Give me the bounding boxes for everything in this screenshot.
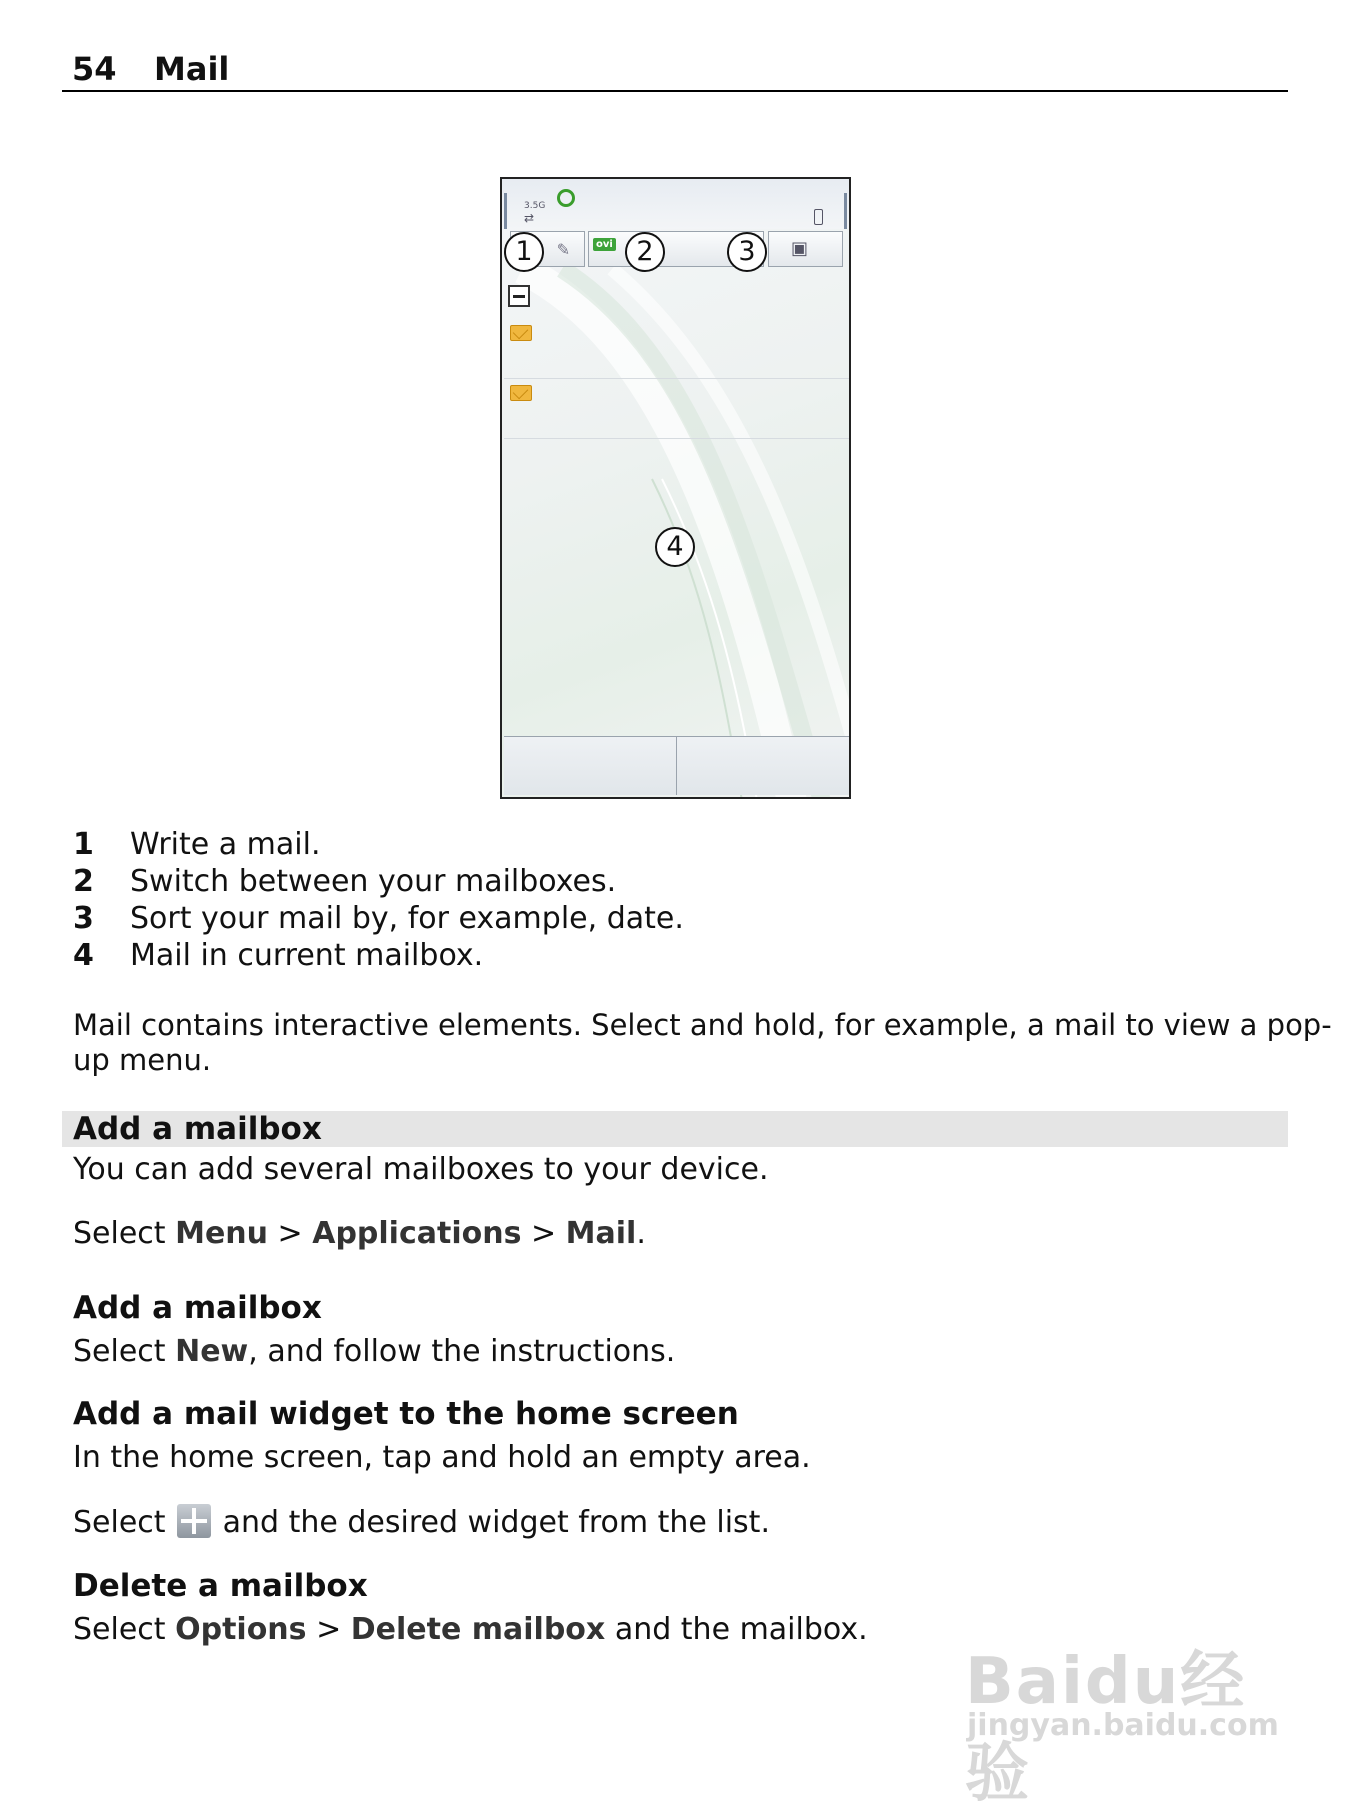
- navigation-path: [73, 1216, 646, 1251]
- instruction-suffix: and the desired widget from the list.: [213, 1505, 770, 1540]
- page-header: [62, 44, 1288, 92]
- baidu-watermark: [955, 1600, 1285, 1811]
- legend-number: 4: [73, 938, 94, 973]
- network-indicator: 3.5G: [524, 201, 546, 211]
- data-transfer-icon: ⇄: [524, 211, 535, 225]
- ovi-mailbox-icon: ovi: [593, 238, 616, 251]
- path-prefix: Select: [73, 1216, 176, 1251]
- instruction-prefix: Select: [73, 1505, 176, 1540]
- instruction-suffix: , and follow the instructions.: [248, 1334, 676, 1369]
- window-edge-right: [844, 193, 847, 229]
- unread-mail-icon: [510, 325, 532, 341]
- watermark-logo: Baidu经验: [965, 1645, 1247, 1811]
- mail-item[interactable]: [504, 379, 849, 439]
- page-number: 54: [72, 50, 117, 88]
- plus-icon: [177, 1504, 211, 1538]
- delete-mailbox-link: Delete mailbox: [350, 1612, 606, 1647]
- path-separator: >: [521, 1216, 566, 1251]
- widget-instruction-1: In the home screen, tap and hold an empty area.: [73, 1440, 811, 1475]
- legend-number: 1: [73, 827, 94, 862]
- intro-paragraph: [73, 1008, 1332, 1078]
- menu-link: Menu: [175, 1216, 269, 1251]
- sort-button[interactable]: [768, 231, 843, 267]
- new-option: New: [175, 1334, 249, 1369]
- softkey-bar: [504, 736, 849, 795]
- section-heading-bar: [62, 1111, 1288, 1147]
- watermark-url: jingyan.baidu.com: [967, 1708, 1279, 1743]
- mail-link: Mail: [565, 1216, 637, 1251]
- widget-instruction-2: [73, 1504, 770, 1540]
- intro-line-2: up menu.: [73, 1043, 212, 1077]
- status-bar: [502, 179, 849, 229]
- collapse-icon[interactable]: [508, 285, 530, 307]
- options-link: Options: [175, 1612, 307, 1647]
- subheading-delete-mailbox: Delete a mailbox: [73, 1568, 368, 1604]
- instruction-suffix: and the mailbox.: [605, 1612, 868, 1647]
- calendar-sort-icon: ▣: [791, 238, 809, 259]
- legend-text: Switch between your mailboxes.: [130, 864, 617, 899]
- legend-text: Write a mail.: [130, 827, 321, 862]
- callout-1: 1: [504, 232, 544, 272]
- unread-mail-icon: [510, 385, 532, 401]
- instruction-prefix: Select: [73, 1334, 176, 1369]
- instruction-prefix: Select: [73, 1612, 176, 1647]
- legend-number: 3: [73, 901, 94, 936]
- mail-item[interactable]: [504, 319, 849, 379]
- add-mailbox-instruction: [73, 1334, 675, 1369]
- window-edge-left: [504, 193, 507, 229]
- subheading-add-mailbox: Add a mailbox: [73, 1290, 322, 1326]
- battery-icon: [814, 209, 823, 225]
- applications-link: Applications: [312, 1216, 522, 1251]
- callout-2: 2: [625, 232, 665, 272]
- legend-text: Mail in current mailbox.: [130, 938, 484, 973]
- path-separator: >: [306, 1612, 351, 1647]
- section-title: Add a mailbox: [73, 1111, 322, 1147]
- mail-toolbar: [510, 231, 843, 269]
- path-separator: >: [268, 1216, 313, 1251]
- callout-3: 3: [727, 232, 767, 272]
- callout-4: 4: [655, 527, 695, 567]
- legend-text: Sort your mail by, for example, date.: [130, 901, 684, 936]
- path-end: .: [636, 1216, 646, 1251]
- legend-number: 2: [73, 864, 94, 899]
- signal-icon: [557, 189, 575, 207]
- section-description: You can add several mailboxes to your device.: [73, 1152, 769, 1187]
- delete-mailbox-instruction: [73, 1612, 868, 1647]
- page-title: Mail: [154, 50, 230, 88]
- intro-line-1: Mail contains interactive elements. Select and hold, for example, a mail to view a pop-: [73, 1008, 1332, 1042]
- softkey-divider: [676, 737, 677, 795]
- background-swoosh: [502, 179, 851, 799]
- compose-icon: ✎: [556, 240, 570, 259]
- subheading-add-widget: Add a mail widget to the home screen: [73, 1396, 739, 1432]
- phone-screenshot: [500, 177, 851, 799]
